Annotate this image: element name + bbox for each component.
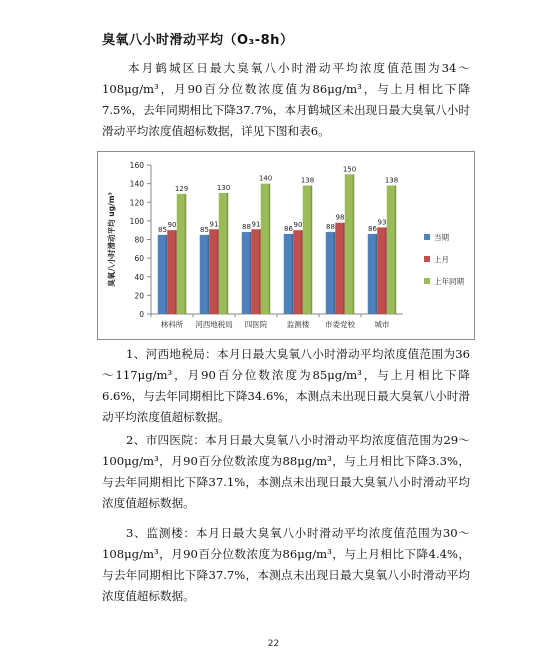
section-text-3: 3、监测楼：本月日最大臭氧八小时滑动平均浓度值范围为30～108μg/m³，月90百分位数浓度为86μg/m³，与上月相比下降4.4%，与去年同期相比下降37.7%，本测点未出现日最大臭氧八小时滑动平均浓度值超标数据。	[102, 526, 470, 603]
data-label: 90	[293, 221, 303, 230]
y-tick-label: 120	[129, 198, 144, 208]
bar-shade	[185, 194, 187, 314]
legend-swatch	[424, 234, 430, 240]
x-tick-label: 市委党校	[325, 320, 355, 329]
y-tick-label: 80	[134, 235, 144, 245]
data-label: 91	[251, 220, 261, 229]
bar-shade	[227, 193, 229, 314]
bar-shade	[353, 174, 355, 314]
bar-shade	[343, 223, 345, 314]
chart-canvas	[98, 152, 474, 339]
bar-shade	[334, 232, 336, 314]
x-tick-label: 河西地税局	[195, 320, 233, 329]
data-label: 86	[368, 224, 377, 233]
legend-label: 上月	[434, 255, 449, 264]
bar-shade	[250, 232, 252, 314]
y-tick-label: 60	[134, 254, 144, 264]
y-tick-label: 0	[139, 310, 144, 319]
legend-label: 当期	[434, 233, 449, 242]
x-tick-label: 监测楼	[286, 320, 310, 329]
data-label: 85	[158, 225, 167, 234]
data-label: 138	[384, 176, 399, 185]
section-heading: 臭氧八小时滑动平均（O₃-8h）	[102, 33, 294, 48]
data-label: 88	[326, 223, 335, 232]
section-paragraph-3	[102, 523, 470, 607]
page-number: 22	[267, 639, 280, 649]
data-label: 88	[242, 223, 251, 232]
bar-shade	[292, 234, 294, 314]
x-tick-label: 林科所	[160, 320, 184, 329]
data-label: 140	[258, 174, 273, 183]
data-label: 86	[284, 224, 293, 233]
bar-shade	[259, 229, 261, 314]
data-label: 98	[335, 213, 345, 222]
data-label: 150	[342, 165, 357, 174]
legend-label: 上年同期	[434, 277, 464, 286]
bar-shade	[376, 234, 378, 314]
ozone-chart	[97, 151, 475, 340]
data-label: 90	[167, 221, 177, 230]
bar-shade	[175, 230, 177, 314]
y-tick-label: 160	[129, 161, 144, 170]
intro-paragraph	[102, 58, 470, 142]
data-label: 130	[216, 183, 231, 192]
section-text-1: 1、河西地税局：本月日最大臭氧八小时滑动平均浓度值范围为36～117μg/m³，月90百分位数浓度为85μg/m³，与上月相比下降6.6%，与去年同期相比下降34.6%，本测点未出现日最大臭氧八小时滑动平均浓度值超标数据。	[102, 347, 470, 424]
section-paragraph-2	[102, 430, 470, 514]
y-tick-label: 100	[129, 216, 144, 226]
section-paragraph-1	[102, 344, 470, 428]
bar-shade	[311, 185, 313, 314]
x-tick-label: 城市	[374, 320, 390, 329]
y-tick-label: 20	[134, 291, 144, 301]
intro-text: 本月鹤城区日最大臭氧八小时滑动平均浓度值范围为34～108μg/m³，月90百分位数浓度值为86μg/m³，与上月相比下降7.5%，去年同期相比下降37.7%，本月鹤城区未出现日最大臭氧八小时滑动平均浓度值超标数据，详见下图和表6。	[102, 61, 470, 138]
bar-shade	[208, 235, 210, 314]
y-tick-label: 40	[134, 272, 144, 282]
bar-shade	[395, 185, 397, 314]
x-tick-label: 四医院	[244, 320, 268, 329]
data-label: 138	[300, 176, 315, 185]
legend-swatch	[424, 256, 430, 262]
data-label: 91	[209, 220, 219, 229]
bar-shade	[385, 227, 387, 314]
data-label: 93	[377, 218, 387, 227]
y-tick-label: 140	[129, 179, 144, 189]
y-axis-title: 臭氧八小时滑动平均 ug/m³	[107, 192, 116, 287]
bar-shade	[166, 235, 168, 314]
bar-shade	[269, 184, 271, 314]
section-text-2: 2、市四医院：本月日最大臭氧八小时滑动平均浓度值范围为29～100μg/m³，月90百分位数浓度为88μg/m³，与上月相比下降3.3%，与去年同期相比下降37.1%，本测点未出现日最大臭氧八小时滑动平均浓度值超标数据。	[102, 433, 470, 510]
data-label: 129	[174, 184, 189, 193]
bar-shade	[217, 229, 219, 314]
legend-swatch	[424, 278, 430, 284]
bar-shade	[301, 230, 303, 314]
data-label: 85	[200, 225, 209, 234]
